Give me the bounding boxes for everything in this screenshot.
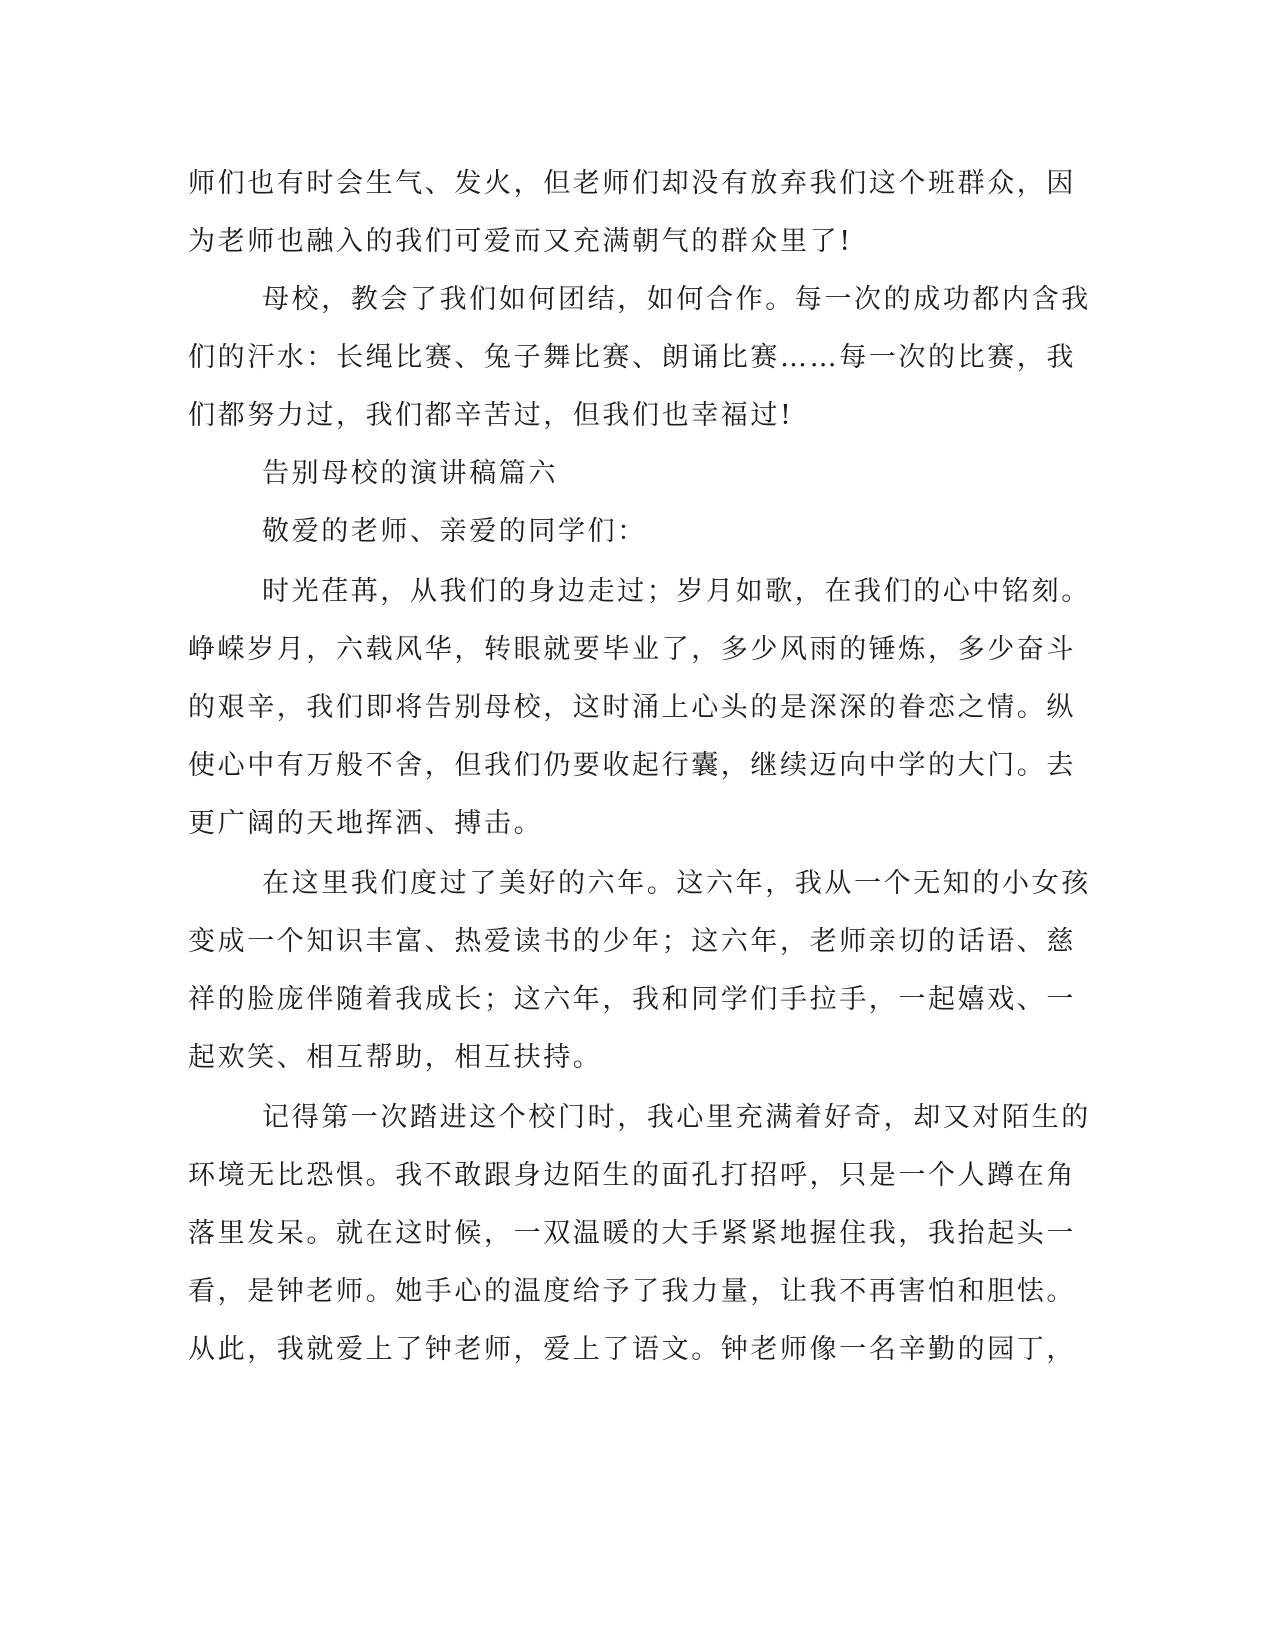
text-line-16: 起欢笑、相互帮助，相互扶持。 — [188, 1042, 603, 1073]
text-line-21: 从此，我就爱上了钟老师，爱上了语文。钟老师像一名辛勤的园丁， — [188, 1334, 1076, 1365]
text-line-10: 的艰辛，我们即将告别母校，这时涌上心头的是深深的眷恋之情。纵 — [188, 692, 1076, 723]
text-line-18: 环境无比恐惧。我不敢跟身边陌生的面孔打招呼，只是一个人蹲在角 — [188, 1160, 1076, 1191]
text-line-2: 为老师也融入的我们可爱而又充满朝气的群众里了! — [188, 226, 853, 257]
text-line-1: 师们也有时会生气、发火，但老师们却没有放弃我们这个班群众，因 — [188, 168, 1076, 199]
paragraph-start-line-8: 时光荏苒，从我们的身边走过；岁月如歌，在我们的心中铭刻。 — [262, 576, 1091, 607]
text-line-14: 变成一个知识丰富、热爱读书的少年；这六年，老师亲切的话语、慈 — [188, 926, 1076, 957]
salutation: 敬爱的老师、亲爱的同学们： — [262, 516, 647, 547]
text-line-11: 使心中有万般不舍，但我们仍要收起行囊，继续迈向中学的大门。去 — [188, 750, 1076, 781]
text-line-12: 更广阔的天地挥洒、搏击。 — [188, 808, 544, 839]
paragraph-start-line-17: 记得第一次踏进这个校门时，我心里充满着好奇，却又对陌生的 — [262, 1102, 1091, 1133]
text-line-5: 们都努力过，我们都辛苦过，但我们也幸福过! — [188, 400, 794, 431]
text-line-20: 看，是钟老师。她手心的温度给予了我力量，让我不再害怕和胆怯。 — [188, 1276, 1076, 1307]
text-line-19: 落里发呆。就在这时候，一双温暖的大手紧紧地握住我，我抬起头一 — [188, 1218, 1076, 1249]
text-line-15: 祥的脸庞伴随着我成长；这六年，我和同学们手拉手，一起嬉戏、一 — [188, 984, 1076, 1015]
paragraph-start-line-3: 母校，教会了我们如何团结，如何合作。每一次的成功都内含我 — [262, 284, 1091, 315]
text-line-4: 们的汗水：长绳比赛、兔子舞比赛、朗诵比赛……每一次的比赛，我 — [188, 342, 1076, 373]
section-heading: 告别母校的演讲稿篇六 — [262, 458, 558, 489]
paragraph-start-line-13: 在这里我们度过了美好的六年。这六年，我从一个无知的小女孩 — [262, 868, 1091, 899]
text-line-9: 峥嵘岁月，六载风华，转眼就要毕业了，多少风雨的锤炼，多少奋斗 — [188, 634, 1076, 665]
